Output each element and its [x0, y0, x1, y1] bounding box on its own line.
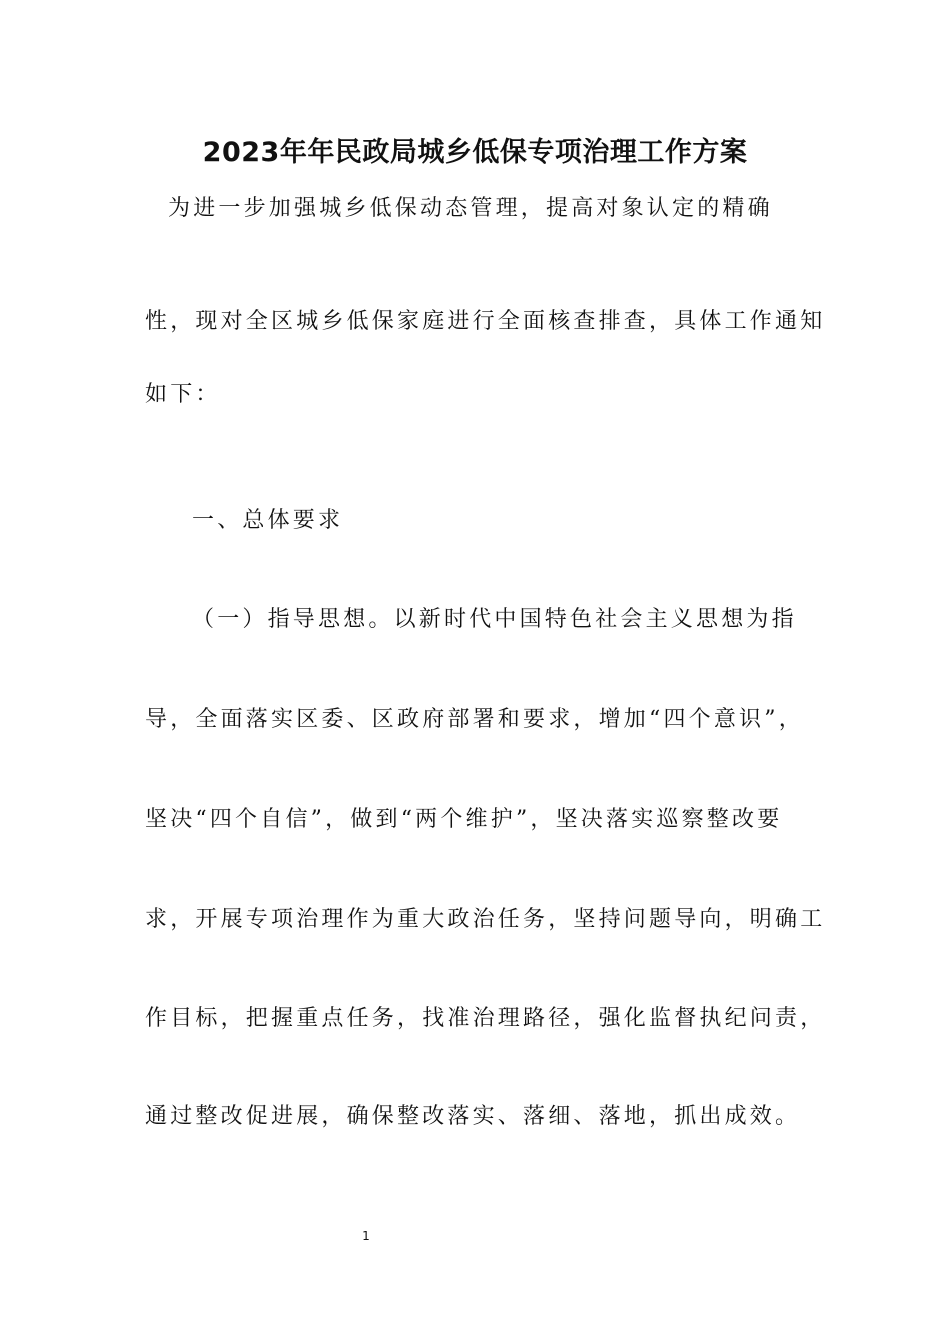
- document-title: 2023年年民政局城乡低保专项治理工作方案: [202, 137, 748, 168]
- paragraph-line-8: 作目标，把握重点任务，找准治理路径，强化监督执纪问责，: [145, 1006, 826, 1031]
- paragraph-line-2: 性，现对全区城乡低保家庭进行全面核查排查，具体工作通知: [145, 309, 826, 334]
- page-number: 1: [362, 1229, 370, 1243]
- paragraph-line-6: 坚决“四个自信”，做到“两个维护”，坚决落实巡察整改要: [145, 807, 783, 832]
- paragraph-line-1: 为进一步加强城乡低保动态管理，提高对象认定的精确: [168, 196, 773, 221]
- paragraph-line-7: 求，开展专项治理作为重大政治任务，坚持问题导向，明确工: [145, 907, 826, 932]
- paragraph-line-4: （一）指导思想。以新时代中国特色社会主义思想为指: [192, 607, 797, 632]
- section-heading: 一、总体要求: [192, 508, 344, 533]
- paragraph-line-9: 通过整改促进展，确保整改落实、落细、落地，抓出成效。: [145, 1104, 801, 1129]
- paragraph-line-5: 导，全面落实区委、区政府部署和要求，增加“四个意识”，: [145, 707, 804, 732]
- paragraph-line-3: 如下：: [145, 382, 221, 407]
